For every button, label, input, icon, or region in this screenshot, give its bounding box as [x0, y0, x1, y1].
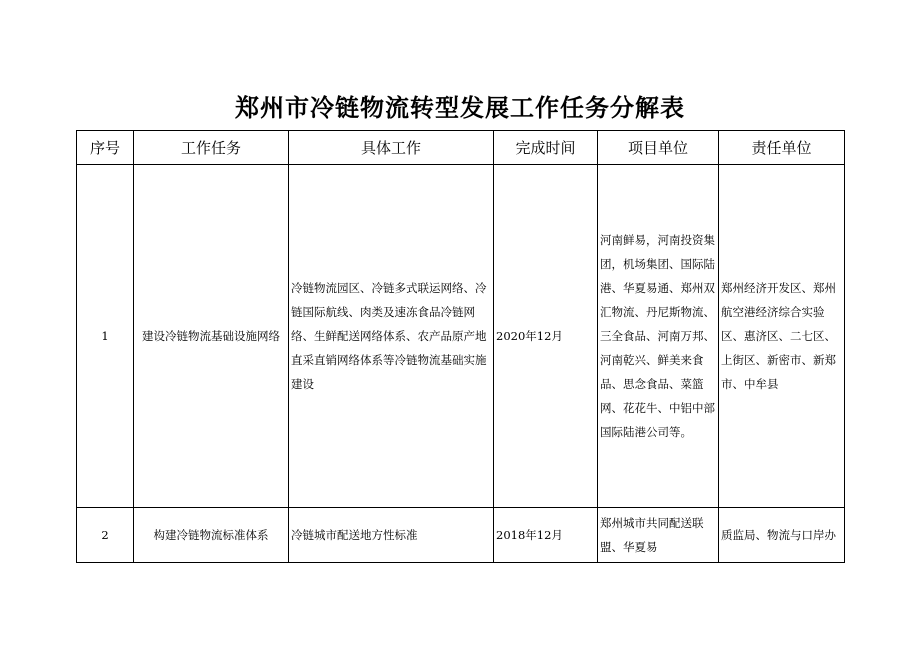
header-responsible: 责任单位: [719, 131, 845, 165]
header-no: 序号: [77, 131, 134, 165]
cell-time: 2018年12月: [494, 508, 598, 563]
cell-task: 构建冷链物流标准体系: [134, 508, 289, 563]
page-title: 郑州市冷链物流转型发展工作任务分解表: [235, 94, 685, 122]
cell-responsible: 郑州经济开发区、郑州航空港经济综合实验区、惠济区、二七区、上街区、新密市、新郑市、中牟县: [719, 165, 845, 508]
cell-task: 建设冷链物流基础设施网络: [134, 165, 289, 508]
table-header-row: [77, 131, 845, 165]
cell-time: 2020年12月: [494, 165, 598, 508]
task-table: [76, 130, 845, 563]
table-row: [77, 508, 845, 563]
table-row: [77, 165, 845, 508]
cell-project: 河南鲜易，河南投资集团，机场集团、国际陆港、华夏易通、郑州双汇物流、丹尼斯物流、三全食品、河南万邦、河南乾兴、鲜美来食品、思念食品、菜篮网、花花牛、中铝中部国际陆港公司等。: [598, 165, 719, 508]
header-work: 具体工作: [289, 131, 494, 165]
cell-no: 1: [77, 165, 134, 508]
cell-project: 郑州城市共同配送联盟、华夏易: [598, 508, 719, 563]
header-task: 工作任务: [134, 131, 289, 165]
cell-work: 冷链物流园区、冷链多式联运网络、冷链国际航线、肉类及速冻食品冷链网络、生鲜配送网络体系、农产品原产地直采直销网络体系等冷链物流基础实施建设: [289, 165, 494, 508]
cell-no: 2: [77, 508, 134, 563]
cell-work: 冷链城市配送地方性标准: [289, 508, 494, 563]
header-project: 项目单位: [598, 131, 719, 165]
header-time: 完成时间: [494, 131, 598, 165]
cell-responsible: 质监局、物流与口岸办: [719, 508, 845, 563]
